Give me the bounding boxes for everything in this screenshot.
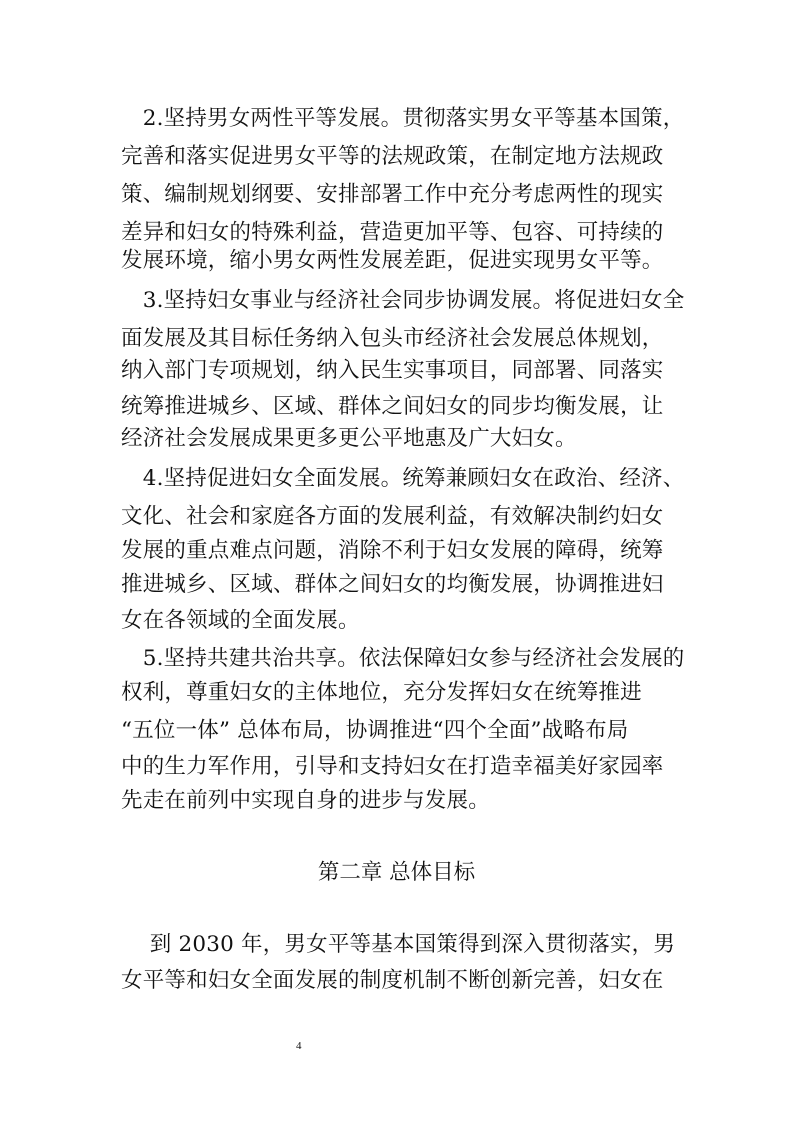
body-line: 文化、社会和家庭各方面的发展利益，有效解决制约妇女 bbox=[121, 504, 664, 529]
body-line: 4.坚持促进妇女全面发展。统筹兼顾妇女在政治、经济、 bbox=[121, 466, 685, 491]
body-line: 到 2030 年，男女平等基本国策得到深入贯彻落实，男 bbox=[121, 932, 676, 957]
body-line: 统筹推进城乡、区域、群体之间妇女的同步均衡发展，让 bbox=[121, 394, 664, 419]
body-line: 5.坚持共建共治共享。依法保障妇女参与经济社会发展的 bbox=[121, 646, 685, 671]
body-line: 中的生力军作用，引导和支持妇女在打造幸福美好家园率 bbox=[121, 754, 664, 779]
body-line: 策、编制规划纲要、安排部署工作中充分考虑两性的现实 bbox=[121, 182, 664, 207]
body-line: 纳入部门专项规划，纳入民生实事项目，同部署、同落实 bbox=[121, 358, 664, 383]
body-line: “五位一体” 总体布局，协调推进“四个全面”战略布局 bbox=[121, 718, 629, 743]
body-line: 发展的重点难点问题，消除不利于妇女发展的障碍，统筹 bbox=[121, 538, 664, 563]
body-line: 差异和妇女的特殊利益，营造更加平等、包容、可持续的 bbox=[121, 220, 664, 245]
body-line: 推进城乡、区域、群体之间妇女的均衡发展，协调推进妇 bbox=[121, 572, 664, 597]
body-line: 2.坚持男女两性平等发展。贯彻落实男女平等基本国策， bbox=[121, 106, 685, 131]
body-line: 先走在前列中实现自身的进步与发展。 bbox=[121, 788, 490, 813]
body-line: 权利，尊重妇女的主体地位，充分发挥妇女在统筹推进 bbox=[121, 680, 642, 705]
body-line: 3.坚持妇女事业与经济社会同步协调发展。将促进妇女全 bbox=[121, 288, 685, 313]
body-line: 完善和落实促进男女平等的法规政策，在制定地方法规政 bbox=[121, 144, 664, 169]
page-number: 4 bbox=[296, 1040, 302, 1052]
body-line: 面发展及其目标任务纳入包头市经济社会发展总体规划， bbox=[121, 326, 664, 351]
body-line: 发展环境，缩小男女两性发展差距，促进实现男女平等。 bbox=[121, 248, 664, 273]
body-line: 女平等和妇女全面发展的制度机制不断创新完善，妇女在 bbox=[121, 968, 664, 993]
chapter-heading: 第二章 总体目标 bbox=[317, 860, 476, 885]
body-line: 经济社会发展成果更多更公平地惠及广大妇女。 bbox=[121, 426, 577, 451]
body-line: 女在各领域的全面发展。 bbox=[121, 608, 360, 633]
